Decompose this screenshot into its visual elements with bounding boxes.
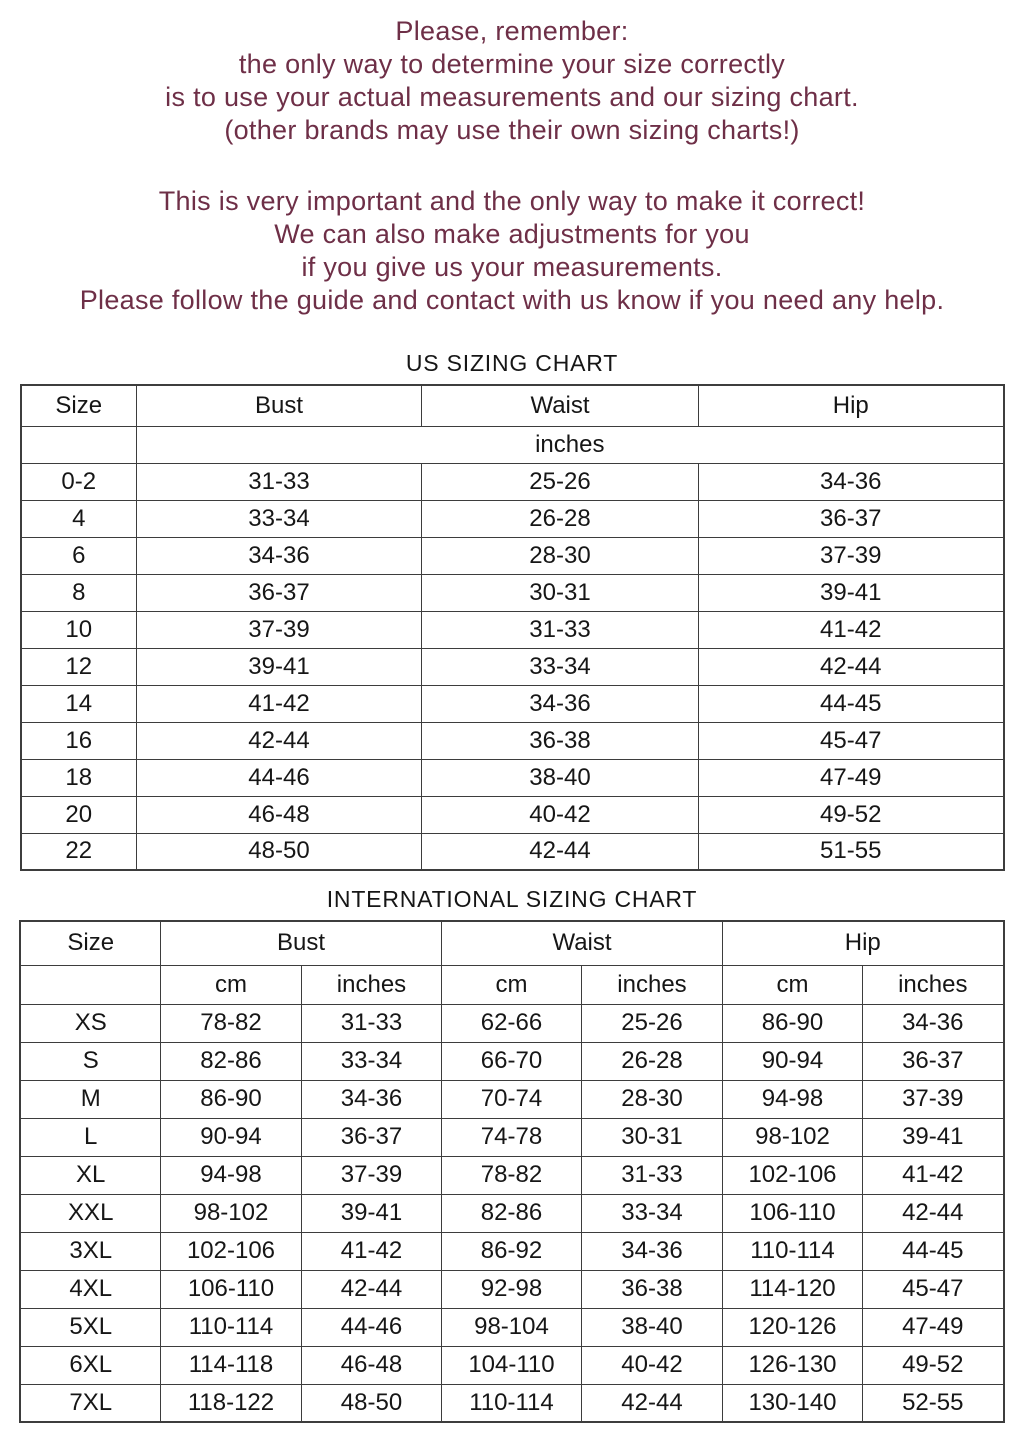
table-cell: 33-34 (581, 1194, 722, 1232)
table-cell: 45-47 (699, 722, 1004, 759)
intro-line: Please follow the guide and contact with us know if you need any help. (79, 285, 945, 315)
intro-text (0, 0, 1024, 317)
intro-line: is to use your actual measurements and our sizing chart. (165, 82, 859, 112)
table-cell: 130-140 (723, 1384, 863, 1422)
table-row (21, 722, 1004, 759)
table-cell: 0-2 (21, 463, 137, 500)
table-cell: 126-130 (723, 1346, 863, 1384)
table-cell: 94-98 (160, 1156, 301, 1194)
table-cell: 49-52 (699, 796, 1004, 833)
table-row (20, 1384, 1003, 1422)
table-cell: 86-90 (160, 1080, 301, 1118)
table-cell: 86-92 (441, 1232, 581, 1270)
intro-line: We can also make adjustments for you (274, 219, 750, 249)
table-cell: 36-37 (301, 1118, 441, 1156)
table-cell: 33-34 (137, 500, 422, 537)
intl-header-row (20, 921, 1003, 965)
table-cell: 31-33 (581, 1156, 722, 1194)
table-cell: 46-48 (137, 796, 422, 833)
table-cell: 70-74 (441, 1080, 581, 1118)
table-cell: 10 (21, 611, 137, 648)
table-cell: 98-104 (441, 1308, 581, 1346)
us-col-size: Size (21, 385, 137, 426)
table-cell: 31-33 (301, 1004, 441, 1042)
table-cell: 3XL (20, 1232, 160, 1270)
table-cell: 8 (21, 574, 137, 611)
us-chart-title: US SIZING CHART (405, 350, 619, 376)
table-cell: 102-106 (160, 1232, 301, 1270)
table-row (21, 685, 1004, 722)
intro-line: if you give us your measurements. (301, 252, 723, 282)
table-cell: 33-34 (422, 648, 699, 685)
table-cell: 38-40 (422, 759, 699, 796)
table-cell: 25-26 (581, 1004, 722, 1042)
us-unit-label: inches (137, 426, 1004, 463)
intro-block-1 (0, 15, 1024, 147)
intro-line: This is very important and the only way to make it correct! (158, 186, 866, 216)
table-cell: L (20, 1118, 160, 1156)
table-row (21, 500, 1004, 537)
table-cell: 41-42 (863, 1156, 1004, 1194)
table-cell: 66-70 (441, 1042, 581, 1080)
us-unit-row (21, 426, 1004, 463)
table-row (21, 463, 1004, 500)
us-sizing-table (20, 384, 1005, 871)
table-cell: 36-37 (699, 500, 1004, 537)
table-cell: 118-122 (160, 1384, 301, 1422)
table-cell: 44-46 (137, 759, 422, 796)
table-cell: 42-44 (581, 1384, 722, 1422)
table-cell: 52-55 (863, 1384, 1004, 1422)
table-cell: 74-78 (441, 1118, 581, 1156)
table-cell: 30-31 (581, 1118, 722, 1156)
table-cell: 90-94 (160, 1118, 301, 1156)
table-cell: 45-47 (863, 1270, 1004, 1308)
table-cell: 62-66 (441, 1004, 581, 1042)
table-cell: XL (20, 1156, 160, 1194)
table-row (21, 574, 1004, 611)
intl-chart-title: INTERNATIONAL SIZING CHART (326, 886, 698, 912)
table-cell: 22 (21, 833, 137, 870)
table-cell: 42-44 (137, 722, 422, 759)
table-cell: 16 (21, 722, 137, 759)
table-cell: 110-114 (723, 1232, 863, 1270)
intro-line: the only way to determine your size correctly (238, 49, 786, 79)
table-row (21, 648, 1004, 685)
table-cell: 37-39 (699, 537, 1004, 574)
table-cell: 49-52 (863, 1346, 1004, 1384)
table-row (21, 833, 1004, 870)
us-table-body (21, 463, 1004, 870)
table-cell: 78-82 (441, 1156, 581, 1194)
us-header-row (21, 385, 1004, 426)
table-row (20, 1232, 1003, 1270)
table-cell: 39-41 (699, 574, 1004, 611)
table-row (20, 1346, 1003, 1384)
table-cell: 26-28 (581, 1042, 722, 1080)
table-cell: M (20, 1080, 160, 1118)
table-row (20, 1004, 1003, 1042)
table-cell: 34-36 (699, 463, 1004, 500)
intl-subcol-waist-inches: inches (581, 965, 722, 1004)
table-cell: 14 (21, 685, 137, 722)
table-row (20, 1270, 1003, 1308)
table-cell: 41-42 (301, 1232, 441, 1270)
empty-cell (20, 965, 160, 1004)
table-cell: 92-98 (441, 1270, 581, 1308)
international-sizing-table (19, 920, 1004, 1423)
table-cell: 34-36 (137, 537, 422, 574)
table-cell: S (20, 1042, 160, 1080)
intl-col-size: Size (20, 921, 160, 965)
intro-block-2 (0, 185, 1024, 317)
table-cell: 26-28 (422, 500, 699, 537)
table-cell: 7XL (20, 1384, 160, 1422)
us-col-bust: Bust (137, 385, 422, 426)
table-cell: 36-38 (422, 722, 699, 759)
table-cell: 38-40 (581, 1308, 722, 1346)
intl-subcol-bust-cm: cm (160, 965, 301, 1004)
table-cell: 25-26 (422, 463, 699, 500)
table-cell: 39-41 (137, 648, 422, 685)
table-row (20, 1156, 1003, 1194)
table-cell: 39-41 (301, 1194, 441, 1232)
table-cell: 82-86 (160, 1042, 301, 1080)
table-cell: 40-42 (422, 796, 699, 833)
table-cell: 4XL (20, 1270, 160, 1308)
table-cell: 110-114 (160, 1308, 301, 1346)
table-cell: 44-45 (699, 685, 1004, 722)
table-cell: 47-49 (699, 759, 1004, 796)
table-cell: 36-38 (581, 1270, 722, 1308)
table-row (21, 796, 1004, 833)
table-cell: 31-33 (137, 463, 422, 500)
table-cell: 36-37 (137, 574, 422, 611)
table-cell: 90-94 (723, 1042, 863, 1080)
table-cell: 41-42 (137, 685, 422, 722)
table-cell: 106-110 (160, 1270, 301, 1308)
intl-subcol-hip-inches: inches (863, 965, 1004, 1004)
table-cell: 114-120 (723, 1270, 863, 1308)
intl-subcol-bust-inches: inches (301, 965, 441, 1004)
table-cell: 34-36 (863, 1004, 1004, 1042)
intl-col-hip: Hip (723, 921, 1004, 965)
table-cell: 20 (21, 796, 137, 833)
table-cell: 102-106 (723, 1156, 863, 1194)
table-cell: 18 (21, 759, 137, 796)
table-cell: 42-44 (301, 1270, 441, 1308)
table-cell: 78-82 (160, 1004, 301, 1042)
us-col-hip: Hip (699, 385, 1004, 426)
table-cell: 44-45 (863, 1232, 1004, 1270)
table-row (20, 1080, 1003, 1118)
table-row (20, 1308, 1003, 1346)
table-cell: 34-36 (581, 1232, 722, 1270)
table-cell: 94-98 (723, 1080, 863, 1118)
intro-line: Please, remember: (395, 16, 629, 46)
table-cell: XS (20, 1004, 160, 1042)
table-cell: 37-39 (137, 611, 422, 648)
table-cell: 30-31 (422, 574, 699, 611)
table-row (21, 759, 1004, 796)
table-cell: 104-110 (441, 1346, 581, 1384)
table-cell: 98-102 (723, 1118, 863, 1156)
table-cell: 41-42 (699, 611, 1004, 648)
table-cell: 48-50 (137, 833, 422, 870)
intl-subcol-hip-cm: cm (723, 965, 863, 1004)
table-cell: 34-36 (301, 1080, 441, 1118)
empty-cell (21, 426, 137, 463)
table-cell: 5XL (20, 1308, 160, 1346)
intl-subcol-waist-cm: cm (441, 965, 581, 1004)
table-cell: 120-126 (723, 1308, 863, 1346)
table-cell: 28-30 (422, 537, 699, 574)
table-cell: 37-39 (301, 1156, 441, 1194)
table-cell: 44-46 (301, 1308, 441, 1346)
us-col-waist: Waist (422, 385, 699, 426)
table-row (20, 1042, 1003, 1080)
table-cell: 110-114 (441, 1384, 581, 1422)
table-cell: 6XL (20, 1346, 160, 1384)
table-cell: 82-86 (441, 1194, 581, 1232)
intro-line: (other brands may use their own sizing charts!) (224, 115, 800, 145)
intl-col-bust: Bust (160, 921, 441, 965)
table-cell: 4 (21, 500, 137, 537)
table-cell: 33-34 (301, 1042, 441, 1080)
table-cell: 12 (21, 648, 137, 685)
table-cell: 6 (21, 537, 137, 574)
table-cell: 98-102 (160, 1194, 301, 1232)
table-row (21, 537, 1004, 574)
table-cell: 106-110 (723, 1194, 863, 1232)
table-cell: 86-90 (723, 1004, 863, 1042)
table-cell: 48-50 (301, 1384, 441, 1422)
table-cell: 36-37 (863, 1042, 1004, 1080)
table-cell: 47-49 (863, 1308, 1004, 1346)
table-cell: 28-30 (581, 1080, 722, 1118)
table-cell: 51-55 (699, 833, 1004, 870)
table-row (20, 1194, 1003, 1232)
table-row (20, 1118, 1003, 1156)
table-row (21, 611, 1004, 648)
table-cell: 40-42 (581, 1346, 722, 1384)
table-cell: 42-44 (863, 1194, 1004, 1232)
table-cell: 114-118 (160, 1346, 301, 1384)
table-cell: 39-41 (863, 1118, 1004, 1156)
intl-unit-row (20, 965, 1003, 1004)
table-cell: 42-44 (699, 648, 1004, 685)
table-cell: XXL (20, 1194, 160, 1232)
table-cell: 34-36 (422, 685, 699, 722)
table-cell: 46-48 (301, 1346, 441, 1384)
intl-col-waist: Waist (441, 921, 722, 965)
intl-table-body (20, 1004, 1003, 1422)
table-cell: 31-33 (422, 611, 699, 648)
table-cell: 42-44 (422, 833, 699, 870)
table-cell: 37-39 (863, 1080, 1004, 1118)
